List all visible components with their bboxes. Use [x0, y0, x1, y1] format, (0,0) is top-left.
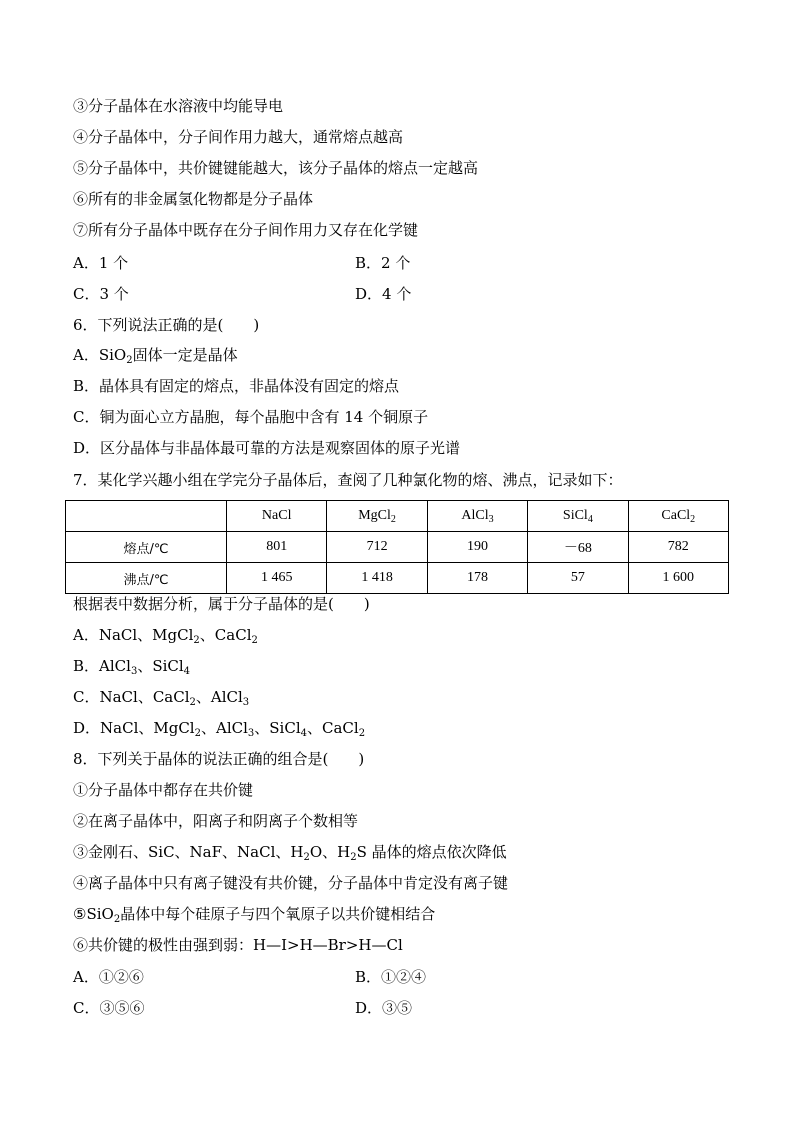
- table-cell: 1 418: [327, 563, 427, 594]
- table-header-cell: MgCl$_2$: [327, 501, 427, 532]
- q8-stem: 8．下列关于晶体的说法正确的组合是( ): [73, 750, 365, 768]
- table-cell: 1 465: [227, 563, 327, 594]
- q6-option-a-rest: 固体一定是晶体: [132, 346, 238, 364]
- table-cell: 782: [628, 532, 728, 563]
- q8-item-4: ④离子晶体中只有离子键没有共价键，分子晶体中肯定没有离子键: [73, 874, 509, 892]
- q6-option-b: B．晶体具有固定的熔点，非晶体没有固定的熔点: [73, 377, 400, 395]
- q6-option-d: D．区分晶体与非晶体最可靠的方法是观察固体的原子光谱: [73, 439, 461, 457]
- q6-option-a-sub: 2: [126, 355, 133, 366]
- q5-item-3: ③分子晶体在水溶液中均能导电: [73, 97, 284, 115]
- q5-option-a: A．1 个: [73, 254, 129, 272]
- table-cell: 57: [528, 563, 628, 594]
- q5-item-4: ④分子晶体中，分子间作用力越大，通常熔点越高: [73, 128, 404, 146]
- q5-item-7: ⑦所有分子晶体中既存在分子间作用力又存在化学键: [73, 221, 419, 239]
- q5-item-6: ⑥所有的非金属氢化物都是分子晶体: [73, 190, 314, 208]
- q5-option-b: B．2 个: [355, 254, 411, 272]
- q7-question: 根据表中数据分析，属于分子晶体的是( ): [73, 595, 370, 613]
- q8-option-a: A．①②⑥: [73, 968, 144, 986]
- q6-option-a: [73, 345, 238, 365]
- row-label-boiling: 沸点/℃: [66, 563, 227, 594]
- q5-option-d: D．4 个: [355, 285, 412, 303]
- q8-item-2: ②在离子晶体中，阳离子和阴离子个数相等: [73, 812, 359, 830]
- q5-item-5: ⑤分子晶体中，共价键键能越大，该分子晶体的熔点一定越高: [73, 159, 479, 177]
- table-corner-cell: [66, 501, 227, 532]
- q6-option-c: C．铜为面心立方晶胞，每个晶胞中含有 14 个铜原子: [73, 408, 429, 426]
- melting-boiling-table: [65, 500, 729, 594]
- q7-option-d: D．NaCl、MgCl$_2$、AlCl$_3$、SiCl$_4$、CaCl$_2$: [73, 719, 366, 739]
- q8-item-3: ③金刚石、SiC、NaF、NaCl、$H_2O$、$H_2S$ 晶体的熔点依次降低: [73, 843, 507, 863]
- table-cell: 178: [427, 563, 527, 594]
- table-cell: 190: [427, 532, 527, 563]
- table-header-cell: AlCl$_3$: [427, 501, 527, 532]
- q5-option-c: C．3 个: [73, 285, 129, 303]
- q6-stem: 6．下列说法正确的是( ): [73, 316, 260, 334]
- q8-item-5: ⑤SiO$_2$晶体中每个硅原子与四个氧原子以共价键相结合: [73, 905, 436, 925]
- q7-option-c: C．NaCl、CaCl$_2$、AlCl$_3$: [73, 688, 250, 708]
- q7-option-a: A．NaCl、MgCl$_2$、CaCl$_2$: [73, 626, 258, 646]
- table-cell: 712: [327, 532, 427, 563]
- table-row: [66, 563, 729, 594]
- table-cell: 1 600: [628, 563, 728, 594]
- q8-item-1: ①分子晶体中都存在共价键: [73, 781, 254, 799]
- q8-option-c: C．③⑤⑥: [73, 999, 145, 1017]
- table-cell: 801: [227, 532, 327, 563]
- q8-option-b: B．①②④: [355, 968, 427, 986]
- table-row: [66, 532, 729, 563]
- q7-stem: 7．某化学兴趣小组在学完分子晶体后，查阅了几种氯化物的熔、沸点，记录如下：: [73, 471, 623, 489]
- table-header-row: [66, 501, 729, 532]
- q7-option-b: B．AlCl$_3$、SiCl$_4$: [73, 657, 191, 677]
- q8-item-6: ⑥共价键的极性由强到弱：H—I>H—Br>H—Cl: [73, 936, 403, 954]
- row-label-melting: 熔点/℃: [66, 532, 227, 563]
- table-header-cell: NaCl: [227, 501, 327, 532]
- q6-option-a-text: A．SiO: [73, 346, 127, 364]
- table-cell: －68: [528, 532, 628, 563]
- table-header-cell: SiCl$_4$: [528, 501, 628, 532]
- table-header-cell: CaCl$_2$: [628, 501, 728, 532]
- q8-option-d: D．③⑤: [355, 999, 413, 1017]
